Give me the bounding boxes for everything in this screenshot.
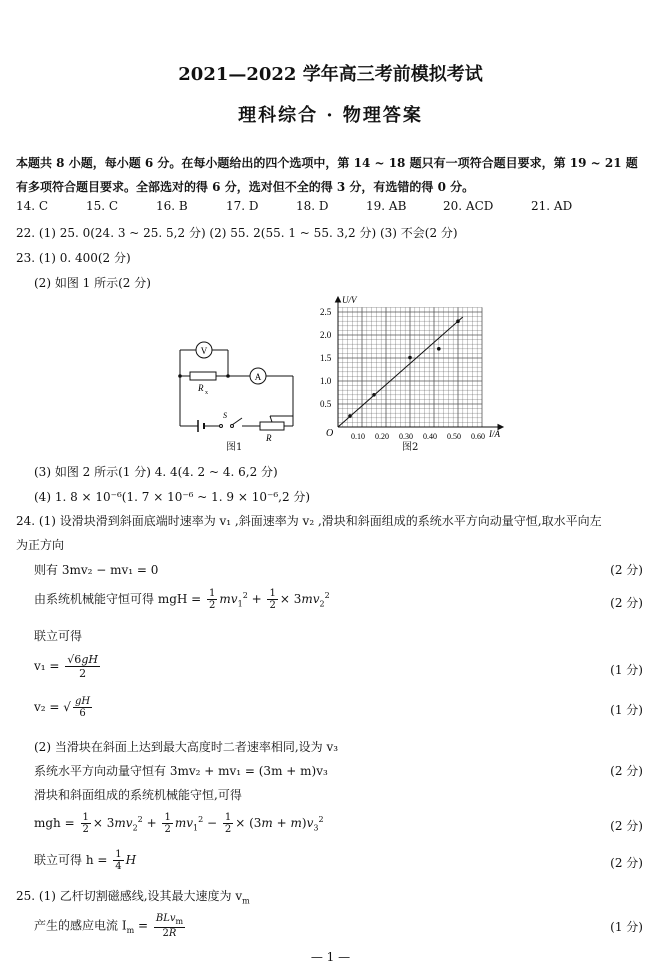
page-title: 2021—2022 学年高三考前模拟考试: [178, 64, 483, 85]
q24-line4: 由系统机械能守恒可得 mgH = $\frac{1}{2}$ $mv_1^2$ + $\frac{1}{2}$ × $3mv_2^2$: [34, 588, 330, 611]
q25-line1: 25. (1) 乙杆切割磁感线,设其最大速度为 $v_m$: [16, 889, 250, 906]
rx-label: R: [198, 383, 204, 393]
q23-part4: (4) 1. 8 × 10⁻⁶(1. 7 × 10⁻⁶ ~ 1. 9 × 10⁻⁶,2 分): [34, 490, 311, 504]
q23-part3: (3) 如图 2 所示(1 分) 4. 4(4. 2 ~ 4. 6,2 分): [34, 465, 278, 479]
fig2-caption: 图2: [402, 442, 419, 453]
q24-line12: 联立可得 h = $\frac{1}{4}$ H: [34, 849, 137, 872]
answer-item: 19. AB: [366, 199, 407, 213]
data-point: [348, 414, 352, 418]
answer-item: 17. D: [226, 199, 259, 213]
data-point: [372, 393, 376, 397]
q25-line2: 产生的感应电流 $I_m$ = $\frac{BLv_m}{2R}$: [34, 913, 184, 939]
x-tick-label: 0.40: [423, 432, 437, 441]
rx-sub: x: [205, 390, 208, 396]
fig1-caption: 图1: [226, 442, 243, 453]
answer-item: 18. D: [296, 199, 329, 213]
q23-part2: (2) 如图 1 所示(2 分): [34, 276, 151, 290]
rheostat-label: R: [266, 433, 272, 443]
points: (2 分): [610, 764, 643, 778]
y-tick-label: 2.5: [320, 307, 332, 317]
x-tick-label: 0.20: [375, 432, 389, 441]
page-subtitle: 理科综合 · 物理答案: [238, 105, 423, 126]
x-tick-label: 0.60: [471, 432, 485, 441]
points: (2 分): [610, 563, 643, 577]
x-tick-label: 0.10: [351, 432, 365, 441]
section-intro: 本题共 8 小题，每小题 6 分。在每小题给出的四个选项中，第 14 ~ 18 题只有一项符合题目要求，第 19 ~ 21 题有多项符合题目要求。全部选对的得 6 分，选对但不全的得 3 分，有选错的得 0 分。: [16, 156, 638, 194]
answer-item: 16. B: [156, 199, 188, 213]
circuit-figure: [168, 338, 303, 450]
q24-line8: (2) 当滑块在斜面上达到最大高度时二者速率相同,设为 v₃: [34, 740, 339, 754]
q24-line10: 滑块和斜面组成的系统机械能守恒,可得: [34, 788, 242, 802]
data-point: [437, 347, 441, 351]
answer-item: 15. C: [86, 199, 119, 213]
q24-line7: v₂ = √ $\frac{gH}{6}$: [34, 696, 91, 719]
switch-label: S: [223, 411, 227, 420]
points: (2 分): [610, 596, 643, 610]
y-axis-label: U/V: [342, 295, 357, 305]
x-tick-label: 0.50: [447, 432, 461, 441]
y-tick-label: 0.5: [320, 399, 332, 409]
q22-answer: 22. (1) 25. 0(24. 3 ~ 25. 5,2 分) (2) 55. 2(55. 1 ~ 55. 3,2 分) (3) 不会(2 分): [16, 226, 458, 240]
voltmeter-label: V: [200, 346, 208, 356]
x-tick-label: 0.30: [399, 432, 413, 441]
data-point: [408, 356, 412, 360]
q24-line11: mgh = $\frac{1}{2}$ × $3mv_2^2$ + $\frac{1}{2}$ $mv_1^2$ − $\frac{1}{2}$ × $(3m + m)v_3^2$: [34, 812, 324, 835]
y-tick-label: 1.5: [320, 353, 332, 363]
ammeter-label: A: [254, 372, 262, 382]
points: (2 分): [610, 856, 643, 870]
q24-line3: 则有 3mv₂ − mv₁ = 0: [34, 563, 159, 577]
points: (1 分): [610, 663, 643, 677]
ui-chart: [318, 293, 513, 448]
q24-line1: 24. (1) 设滑块滑到斜面底端时速率为 v₁ ,斜面速率为 v₂ ,滑块和斜面组成的系统水平方向动量守恒,取水平向左: [16, 514, 602, 528]
y-tick-label: 1.0: [320, 376, 332, 386]
q24-line9: 系统水平方向动量守恒有 3mv₂ + mv₁ = (3m + m)v₃: [34, 764, 328, 778]
answer-item: 21. AD: [531, 199, 573, 213]
data-point: [456, 319, 460, 323]
points: (1 分): [610, 703, 643, 717]
page-number: — 1 —: [310, 950, 351, 964]
y-tick-label: 2.0: [320, 330, 332, 340]
q24-line5: 联立可得: [34, 629, 83, 643]
origin-label: O: [326, 428, 334, 439]
points: (1 分): [610, 920, 643, 934]
q23-part1: 23. (1) 0. 400(2 分): [16, 251, 131, 265]
answer-item: 14. C: [16, 199, 49, 213]
x-axis-label: I/A: [489, 429, 500, 439]
q24-line2: 为正方向: [16, 538, 65, 552]
answer-item: 20. ACD: [443, 199, 494, 213]
points: (2 分): [610, 819, 643, 833]
q24-line6: v₁ = $\frac{√6gH}{2}$: [34, 653, 98, 680]
